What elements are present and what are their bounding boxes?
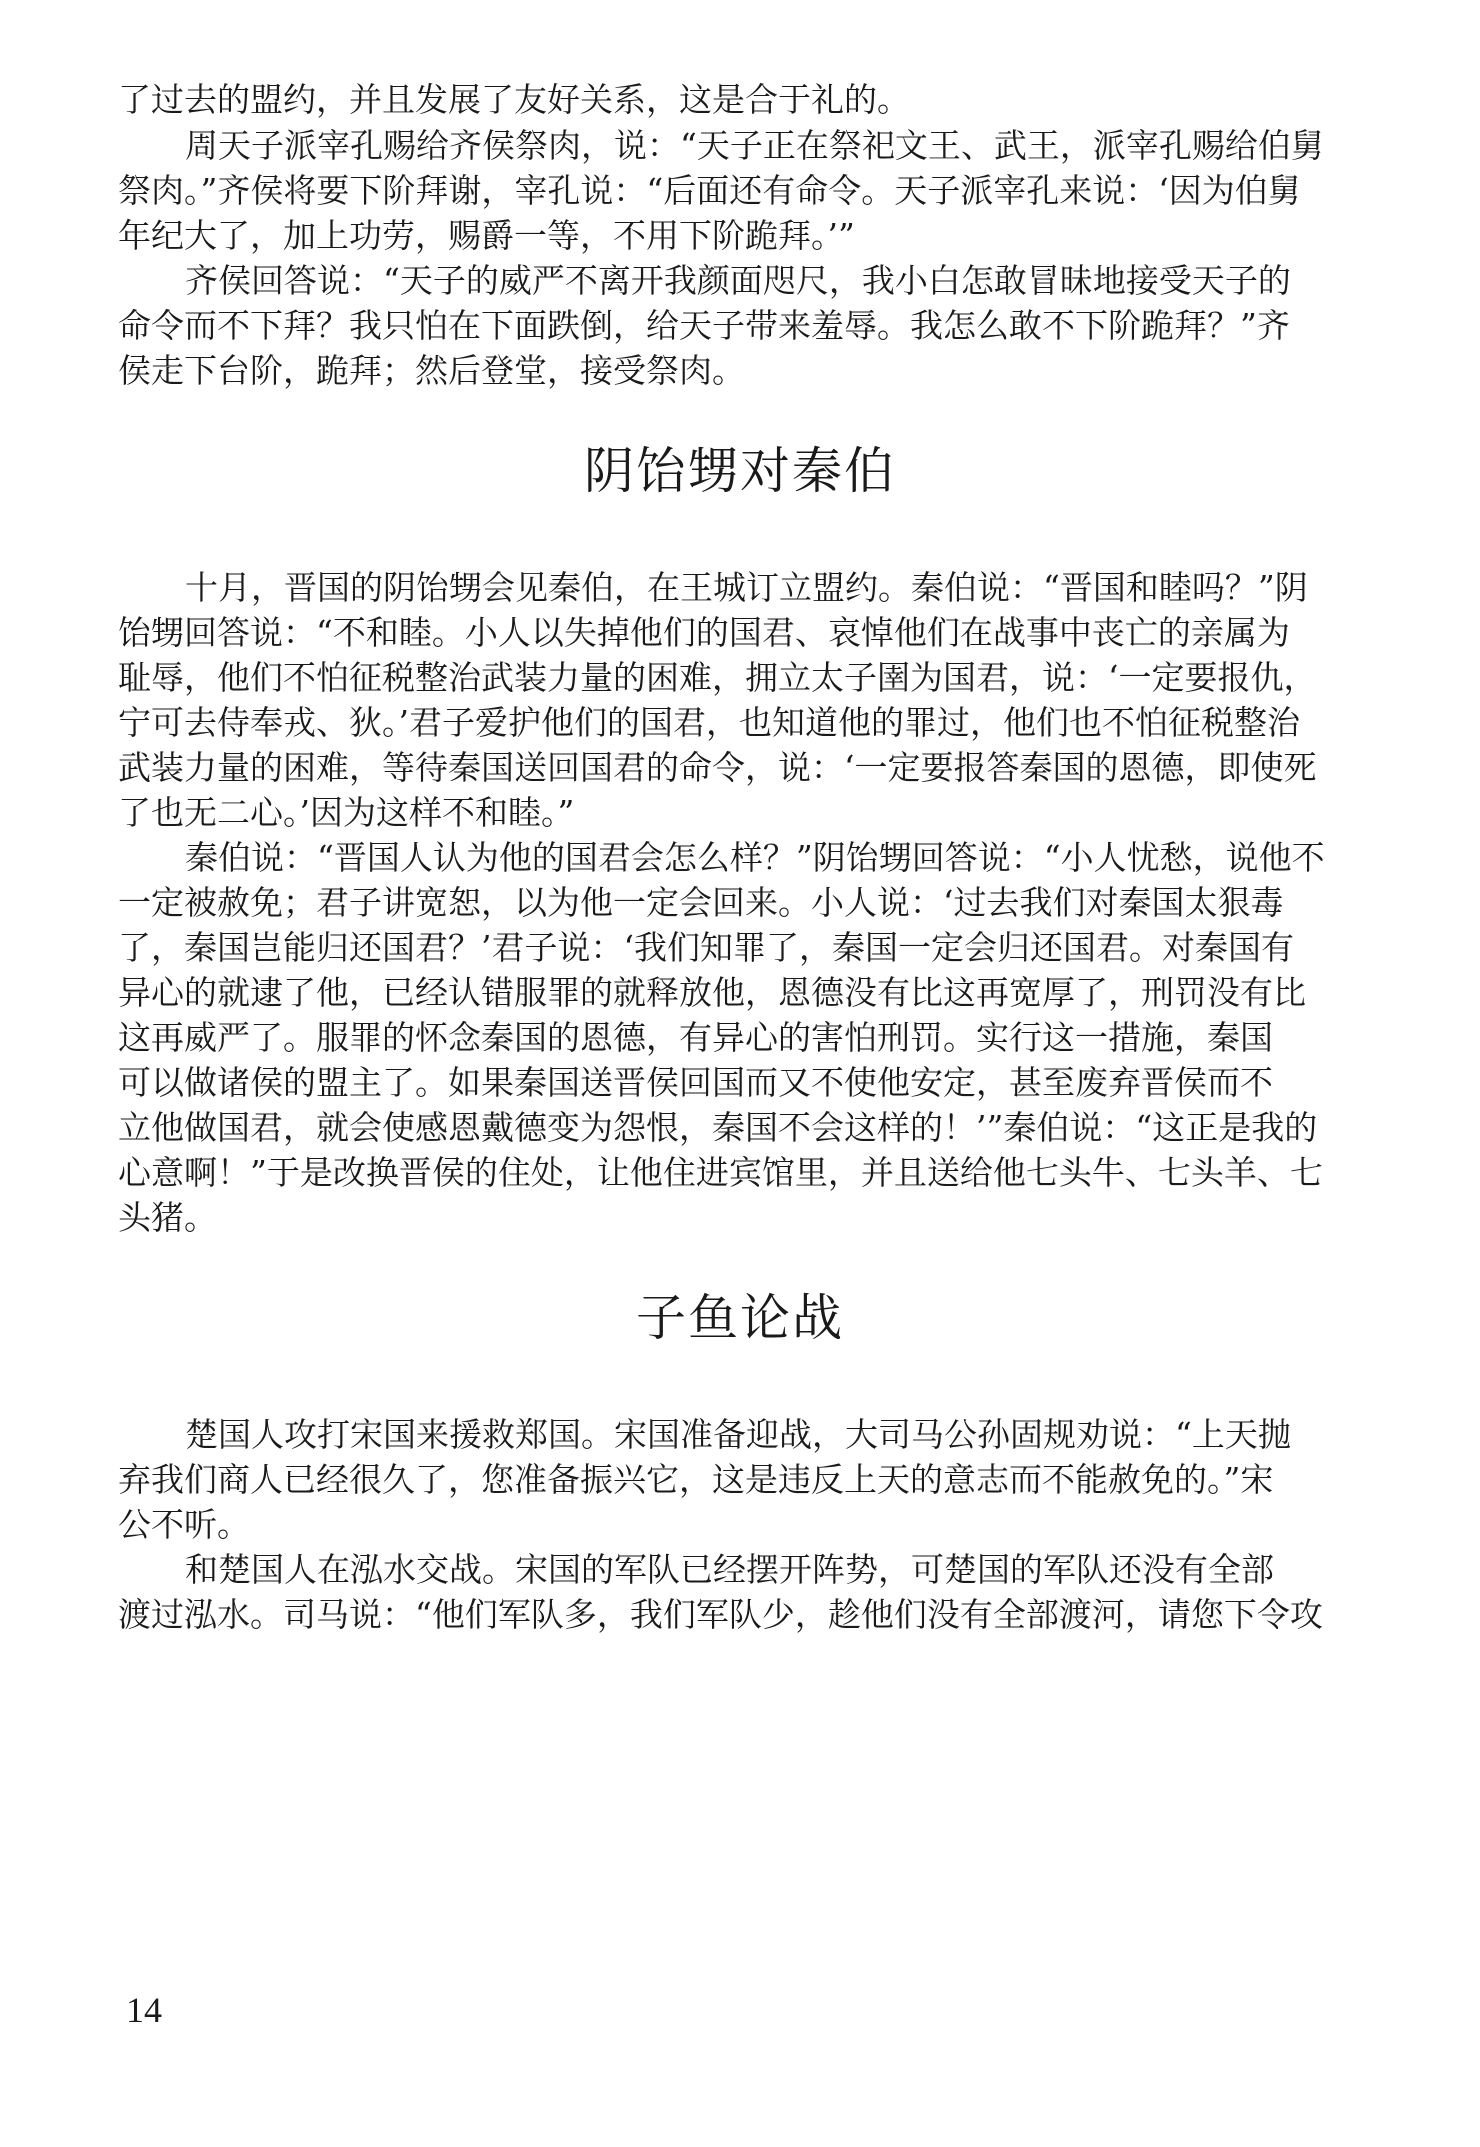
text-line: 这再威严了。服罪的怀念秦国的恩德，有异心的害怕刑罚。实行这一措施，秦国: [118, 1018, 1273, 1057]
text-line: 渡过泓水。司马说：“他们军队多，我们军队少，趁他们没有全部渡河，请您下令攻: [118, 1595, 1323, 1634]
text-line: 耻辱，他们不怕征税整治武装力量的困难，拥立太子圉为国君，说：‘一定要报仇，: [118, 658, 1317, 697]
text-line: 十月，晋国的阴饴甥会见秦伯，在王城订立盟约。秦伯说：“晋国和睦吗？”阴: [185, 568, 1308, 607]
page-number: 14: [126, 1990, 162, 2030]
text-line: 公不听。: [118, 1505, 250, 1544]
text-line: 头猪。: [118, 1198, 217, 1237]
section-title: 子鱼论战: [636, 1289, 844, 1347]
text-line: 饴甥回答说：“不和睦。小人以失掉他们的国君、哀悼他们在战事中丧亡的亲属为: [118, 613, 1290, 652]
text-line: 了过去的盟约，并且发展了友好关系，这是合于礼的。: [118, 80, 910, 119]
text-line: 了也无二心。’因为这样不和睦。”: [118, 793, 575, 832]
text-line: 可以做诸侯的盟主了。如果秦国送晋侯回国而又不使他安定，甚至废弃晋侯而不: [118, 1063, 1273, 1102]
text-line: 周天子派宰孔赐给齐侯祭肉，说：“天子正在祭祀文王、武王，派宰孔赐给伯舅: [185, 126, 1324, 165]
text-line: 武装力量的困难，等待秦国送回国君的命令，说：‘一定要报答秦国的恩德，即使死: [118, 748, 1317, 787]
text-line: 命令而不下拜？我只怕在下面跌倒，给天子带来羞辱。我怎么敢不下阶跪拜？”齐: [118, 306, 1290, 345]
text-line: 和楚国人在泓水交战。宋国的军队已经摆开阵势，可楚国的军队还没有全部: [185, 1550, 1274, 1589]
text-line: 楚国人攻打宋国来援救郑国。宋国准备迎战，大司马公孙固规劝说：“上天抛: [185, 1415, 1291, 1454]
text-line: 立他做国君，就会使感恩戴德变为怨恨，秦国不会这样的！’”秦伯说：“这正是我的: [118, 1108, 1318, 1147]
text-line: 侯走下台阶，跪拜；然后登堂，接受祭肉。: [118, 351, 745, 390]
text-line: 宁可去侍奉戎、狄。’君子爱护他们的国君，也知道他的罪过，他们也不怕征税整治: [118, 703, 1300, 742]
section-title: 阴饴甥对秦伯: [584, 442, 896, 500]
text-line: 心意啊！”于是改换晋侯的住处，让他住进宾馆里，并且送给他七头牛、七头羊、七: [118, 1153, 1323, 1192]
text-line: 秦伯说：“晋国人认为他的国君会怎么样？”阴饴甥回答说：“小人忧愁，说他不: [185, 838, 1325, 877]
text-line: 年纪大了，加上功劳，赐爵一等，不用下阶跪拜。’”: [118, 216, 855, 255]
text-line: 了，秦国岂能归还国君？’君子说：‘我们知罪了，秦国一定会归还国君。对秦国有: [118, 928, 1294, 967]
text-line: 弃我们商人已经很久了，您准备振兴它，这是违反上天的意志而不能赦免的。”宋: [118, 1460, 1274, 1499]
text-line: 祭肉。”齐侯将要下阶拜谢，宰孔说：“后面还有命令。天子派宰孔来说：‘因为伯舅: [118, 171, 1301, 210]
text-line: 齐侯回答说：“天子的威严不离开我颜面咫尺，我小白怎敢冒昧地接受天子的: [185, 261, 1291, 300]
text-line: 异心的就逮了他，已经认错服罪的就释放他，恩德没有比这再宽厚了，刑罚没有比: [118, 973, 1306, 1012]
text-line: 一定被赦免；君子讲宽恕，以为他一定会回来。小人说：‘过去我们对秦国太狠毒: [118, 883, 1284, 922]
